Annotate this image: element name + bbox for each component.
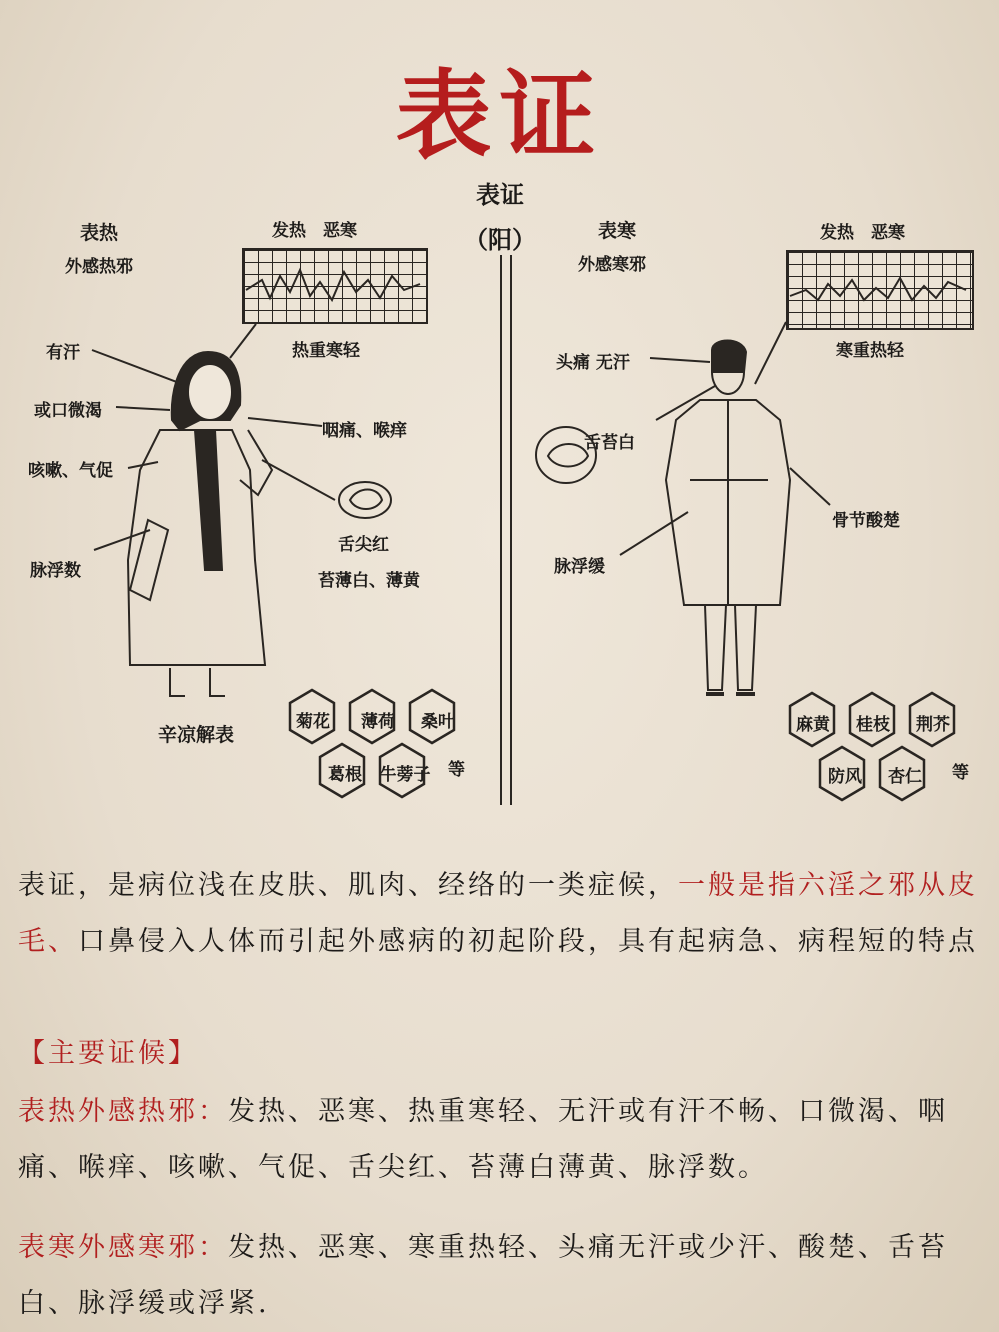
right-label-headache: 头痛 无汗 xyxy=(556,353,630,373)
left-label-cough: 咳嗽、气促 xyxy=(28,461,113,481)
center-subtitle: （阳） xyxy=(464,225,536,254)
right-etc: 等 xyxy=(952,763,969,783)
heat-label: 表热外感热邪： xyxy=(18,1096,228,1127)
left-treatment: 辛凉解表 xyxy=(158,724,235,746)
left-etc: 等 xyxy=(448,760,465,780)
section-heading: 【主要证候】 xyxy=(18,1038,198,1069)
right-chart-title: 发热 恶寒 xyxy=(820,223,905,243)
left-herb-3: 桑叶 xyxy=(421,712,455,732)
left-label-pulse: 脉浮数 xyxy=(30,561,81,581)
right-chart-caption: 寒重热轻 xyxy=(836,341,904,361)
left-herb-2: 薄荷 xyxy=(361,712,395,732)
left-cause: 外感热邪 xyxy=(65,257,133,277)
right-herb-2: 桂枝 xyxy=(856,715,890,735)
left-label-sweat: 有汗 xyxy=(46,343,80,363)
right-label-joints: 骨节酸楚 xyxy=(832,511,900,531)
woman-figure xyxy=(128,352,391,696)
intro-text-c: 口鼻侵入人体而引起外感病的初起阶段，具有起病急、病程短的特点 xyxy=(78,926,978,957)
page-title: 表证 xyxy=(395,59,604,172)
right-cause: 外感寒邪 xyxy=(578,255,646,275)
paragraph-heat xyxy=(18,1084,983,1196)
left-herb-5: 牛蒡子 xyxy=(379,765,431,785)
left-herb-1: 菊花 xyxy=(296,712,330,732)
man-figure xyxy=(536,341,790,695)
left-chart-title: 发热 恶寒 xyxy=(272,221,357,241)
right-herb-4: 防风 xyxy=(828,767,862,787)
right-label-pulse: 脉浮缓 xyxy=(554,557,605,577)
paragraph-cold xyxy=(18,1220,983,1332)
right-label-tongue: 舌苔白 xyxy=(584,433,635,453)
left-label-tongue: 舌尖红 xyxy=(338,535,389,555)
right-herb-3: 荆芥 xyxy=(916,715,950,735)
intro-text-b: 一般是指六淫之邪从皮毛、 xyxy=(18,870,978,957)
right-type: 表寒 xyxy=(598,220,637,242)
left-chart-caption: 热重寒轻 xyxy=(292,341,360,361)
right-herb-1: 麻黄 xyxy=(796,715,830,735)
left-label-thirst: 或口微渴 xyxy=(34,401,102,421)
cold-text: 发热、恶寒、寒重热轻、头痛无汗或少汗、酸楚、舌苔白、脉浮缓或浮紧. xyxy=(18,1232,948,1319)
left-herb-4: 葛根 xyxy=(328,765,362,785)
left-label-coating: 苔薄白、薄黄 xyxy=(318,571,420,591)
cold-label: 表寒外感寒邪： xyxy=(18,1232,228,1263)
intro-text-a: 表证，是病位浅在皮肤、肌肉、经络的一类症候， xyxy=(18,870,678,901)
right-herb-5: 杏仁 xyxy=(888,767,922,787)
center-title: 表证 xyxy=(476,180,524,209)
left-type: 表热 xyxy=(80,222,119,244)
paragraph-intro xyxy=(18,858,983,970)
heat-text: 发热、恶寒、热重寒轻、无汗或有汗不畅、口微渴、咽痛、喉痒、咳嗽、气促、舌尖红、苔薄白薄黄、脉浮数。 xyxy=(18,1096,948,1183)
left-label-throat: 咽痛、喉痒 xyxy=(322,421,407,441)
